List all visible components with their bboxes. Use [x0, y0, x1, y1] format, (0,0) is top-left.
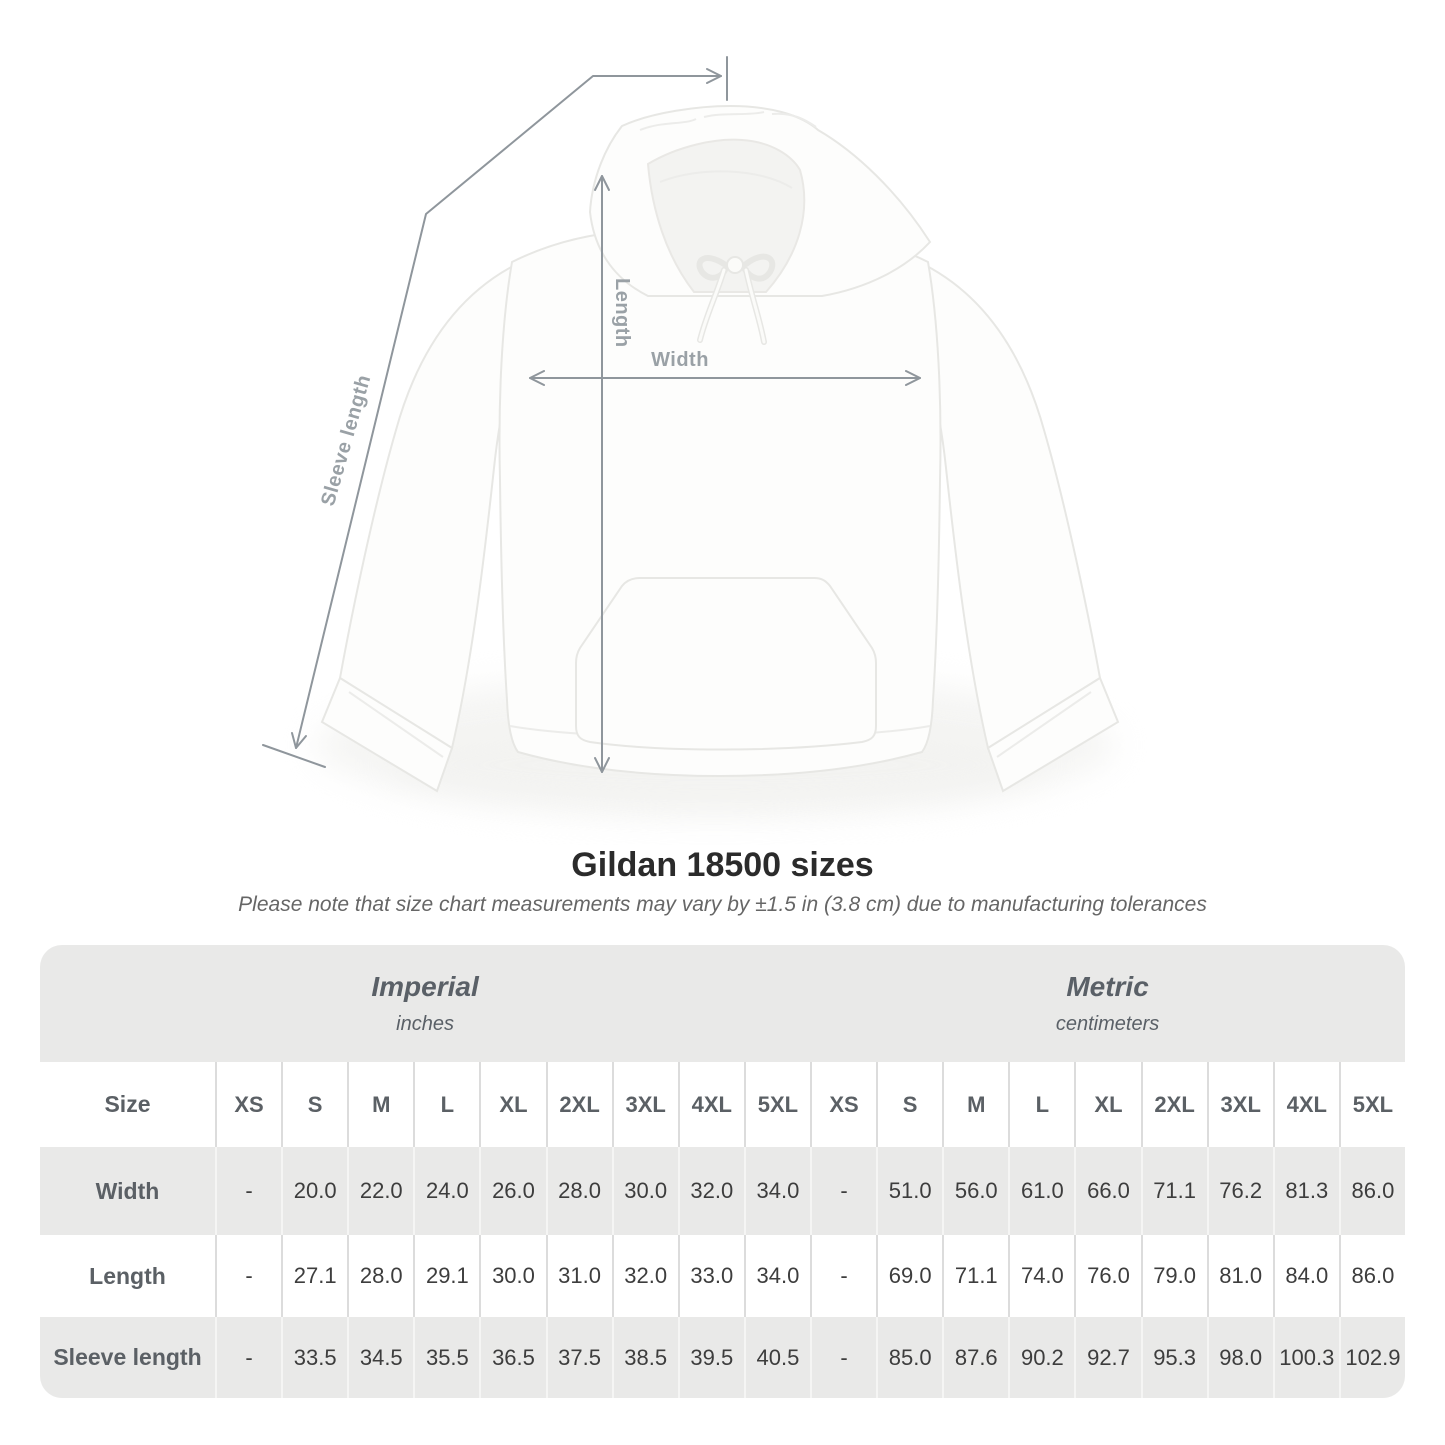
column-header: L: [413, 1062, 479, 1147]
column-header: 5XL: [1339, 1062, 1405, 1147]
table-cell: 34.0: [744, 1147, 810, 1235]
table-cell: 51.0: [876, 1147, 942, 1235]
table-cell: 86.0: [1339, 1147, 1405, 1235]
table-cell: 85.0: [876, 1317, 942, 1398]
table-cell: 86.0: [1339, 1235, 1405, 1317]
table-cell: 100.3: [1273, 1317, 1339, 1398]
table-cell: 98.0: [1207, 1317, 1273, 1398]
column-header: S: [876, 1062, 942, 1147]
length-label: Length: [611, 278, 633, 348]
table-row-sleeve-length: [40, 1317, 1405, 1398]
column-header: 2XL: [546, 1062, 612, 1147]
table-cell: 28.0: [347, 1235, 413, 1317]
width-label: Width: [651, 349, 709, 371]
table-cell: 26.0: [479, 1147, 545, 1235]
column-header: XL: [1074, 1062, 1140, 1147]
table-cell: -: [215, 1235, 281, 1317]
table-cell: -: [810, 1235, 876, 1317]
table-cell: 56.0: [942, 1147, 1008, 1235]
size-header-row: [40, 1062, 1405, 1147]
table-cell: 92.7: [1074, 1317, 1140, 1398]
table-cell: 22.0: [347, 1147, 413, 1235]
imperial-title: Imperial: [371, 971, 479, 1002]
table-cell: 27.1: [281, 1235, 347, 1317]
metric-header: [810, 945, 1405, 1062]
hoodie-illustration: [322, 106, 1118, 791]
table-cell: 28.0: [546, 1147, 612, 1235]
table-cell: 33.5: [281, 1317, 347, 1398]
column-header: XL: [479, 1062, 545, 1147]
column-header: XS: [215, 1062, 281, 1147]
table-cell: 66.0: [1074, 1147, 1140, 1235]
table-cell: 35.5: [413, 1317, 479, 1398]
table-cell: 30.0: [479, 1235, 545, 1317]
table-cell: -: [810, 1317, 876, 1398]
column-header: 2XL: [1141, 1062, 1207, 1147]
table-cell: -: [810, 1147, 876, 1235]
size-table: [40, 945, 1405, 1398]
row-header: Sleeve length: [53, 1344, 202, 1370]
table-cell: 32.0: [678, 1147, 744, 1235]
table-cell: 39.5: [678, 1317, 744, 1398]
table-cell: 36.5: [479, 1317, 545, 1398]
tolerance-note: Please note that size chart measurements may vary by ±1.5 in (3.8 cm) due to manufacturing tolerances: [238, 893, 1207, 916]
table-cell: 20.0: [281, 1147, 347, 1235]
table-cell: 71.1: [942, 1235, 1008, 1317]
table-cell: -: [215, 1317, 281, 1398]
table-cell: 38.5: [612, 1317, 678, 1398]
column-header: 3XL: [612, 1062, 678, 1147]
table-cell: 81.0: [1207, 1235, 1273, 1317]
right-sleeve: [925, 265, 1100, 748]
column-header: M: [942, 1062, 1008, 1147]
table-cell: 34.5: [347, 1317, 413, 1398]
column-header: XS: [810, 1062, 876, 1147]
row-header: Length: [89, 1262, 166, 1289]
table-cell: 33.0: [678, 1235, 744, 1317]
table-cell: 29.1: [413, 1235, 479, 1317]
metric-unit: centimeters: [1055, 1013, 1160, 1035]
table-cell: 81.3: [1273, 1147, 1339, 1235]
column-header: M: [347, 1062, 413, 1147]
table-cell: 30.0: [612, 1147, 678, 1235]
table-row-length: [40, 1235, 1405, 1317]
table-cell: 32.0: [612, 1235, 678, 1317]
table-cell: 24.0: [413, 1147, 479, 1235]
imperial-header: [40, 945, 810, 1062]
table-cell: 34.0: [744, 1235, 810, 1317]
table-row-width: [40, 1147, 1405, 1235]
column-header: 3XL: [1207, 1062, 1273, 1147]
table-cell: 61.0: [1008, 1147, 1074, 1235]
table-cell: 76.0: [1074, 1235, 1140, 1317]
table-cell: 40.5: [744, 1317, 810, 1398]
table-cell: 79.0: [1141, 1235, 1207, 1317]
table-cell: 90.2: [1008, 1317, 1074, 1398]
column-header: 4XL: [1273, 1062, 1339, 1147]
imperial-unit: inches: [396, 1013, 454, 1035]
row-header: Width: [95, 1177, 160, 1204]
table-cell: 95.3: [1141, 1317, 1207, 1398]
column-header: 4XL: [678, 1062, 744, 1147]
table-cell: -: [215, 1147, 281, 1235]
table-cell: 69.0: [876, 1235, 942, 1317]
table-cell: 87.6: [942, 1317, 1008, 1398]
sleeve-length-label: Sleeve length: [316, 372, 376, 509]
table-cell: 31.0: [546, 1235, 612, 1317]
table-cell: 74.0: [1008, 1235, 1074, 1317]
table-cell: 84.0: [1273, 1235, 1339, 1317]
column-header: 5XL: [744, 1062, 810, 1147]
unit-header-band: [40, 945, 1405, 1062]
column-header: S: [281, 1062, 347, 1147]
column-header: L: [1008, 1062, 1074, 1147]
left-sleeve: [340, 265, 515, 748]
page-title: Gildan 18500 sizes: [571, 846, 874, 884]
table-cell: 71.1: [1141, 1147, 1207, 1235]
table-cell: 102.9: [1339, 1317, 1405, 1398]
size-column-title: Size: [104, 1091, 151, 1117]
table-cell: 76.2: [1207, 1147, 1273, 1235]
metric-title: Metric: [1066, 971, 1149, 1002]
table-cell: 37.5: [546, 1317, 612, 1398]
kangaroo-pocket: [576, 578, 876, 750]
